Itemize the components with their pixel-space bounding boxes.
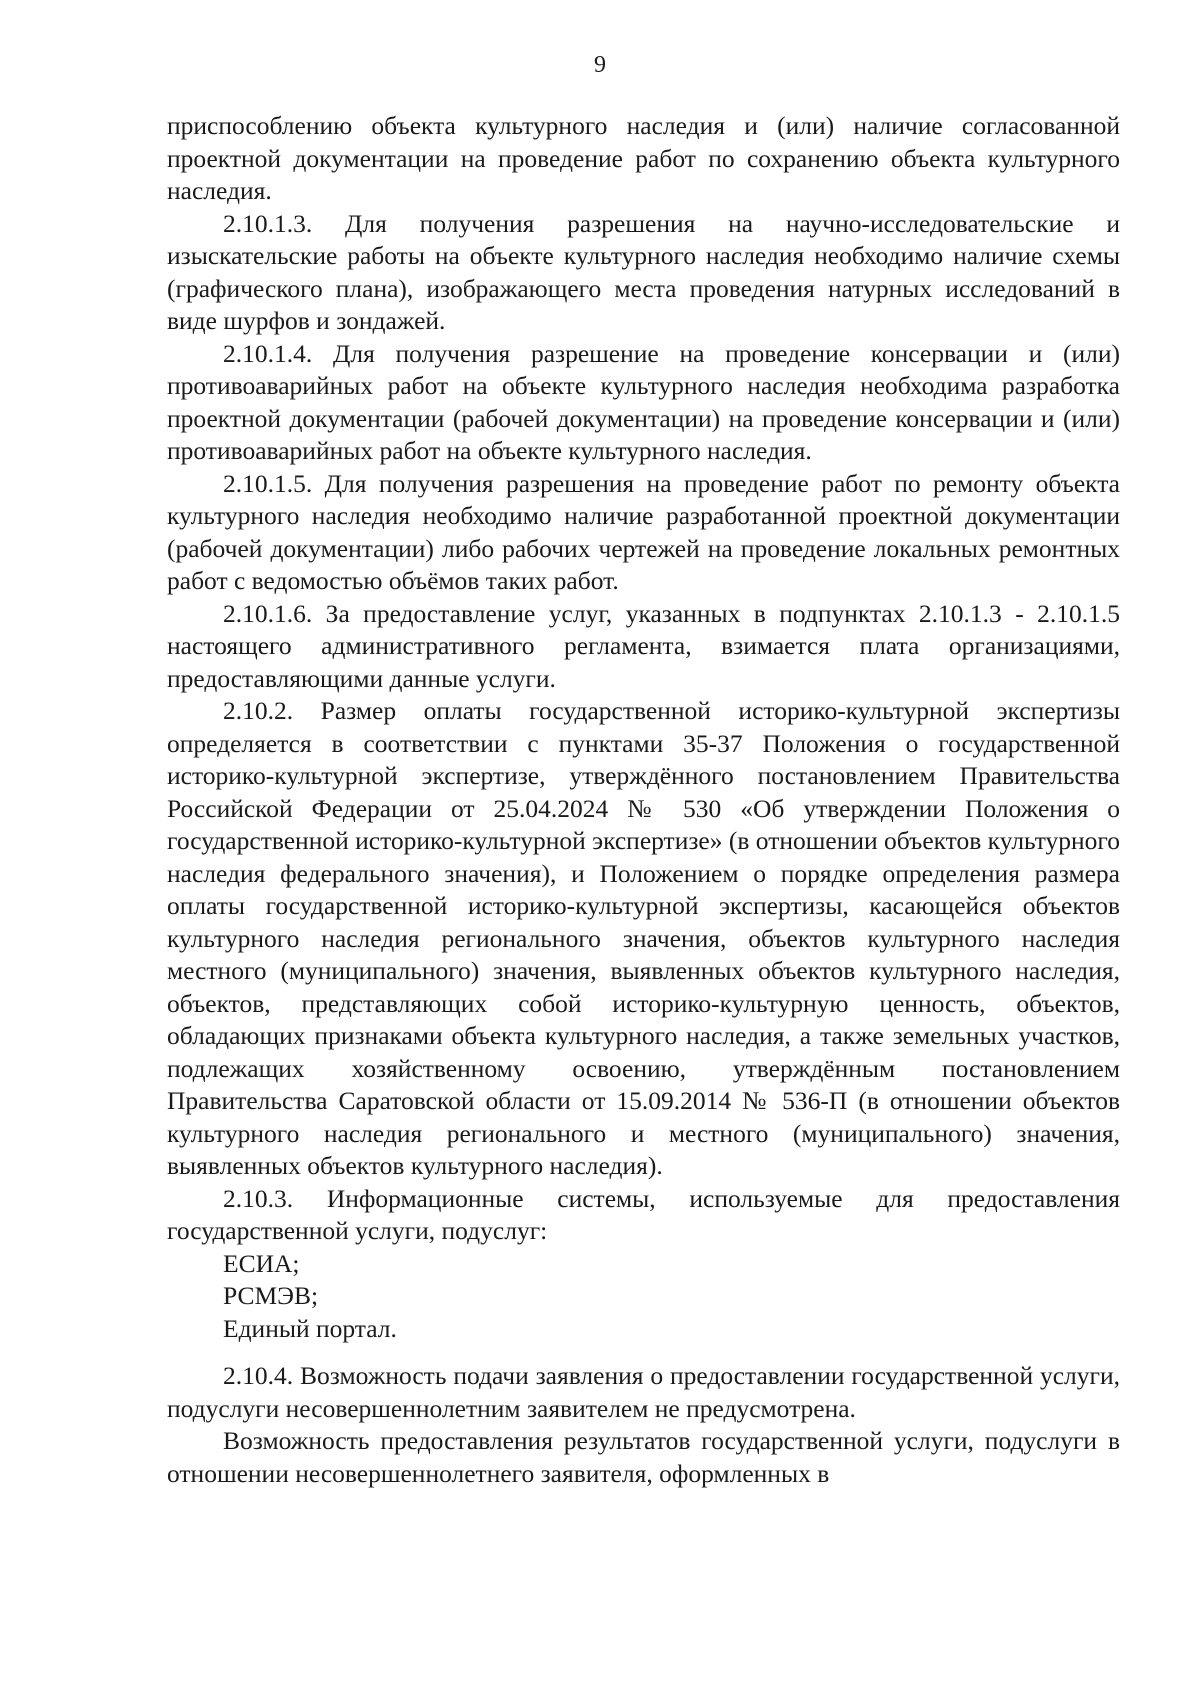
paragraph-continuation: приспособлению объекта культурного наследия и (или) наличие согласованной проектной документации на проведение работ по сохранению объекта культурного наследия. (167, 111, 1120, 205)
paragraph-2-10-3: 2.10.3. Информационные системы, используемые для предоставления государственной услуги, подуслуг: (167, 1183, 1120, 1245)
list-item-rsmev: РСМЭВ; (223, 1281, 319, 1310)
paragraph-2-10-4: 2.10.4. Возможность подачи заявления о предоставлении государственной услуги, подуслуги несовершеннолетним заявителем не предусмотрена. (167, 1361, 1120, 1423)
list-item-unified-portal: Единый портал. (223, 1313, 397, 1343)
document-body (167, 110, 1120, 1490)
page-number: 9 (594, 52, 606, 78)
paragraph-2-10-2: 2.10.2. Размер оплаты государственной историко-культурной экспертизы определяется в соответствии с пунктами 35-37 Положения о государственной историко-культурной экспертизе, утверждённого постановлением Правительства Российской Федерации от 25.04.2024 № 530 «Об утверждении Положения о государственной историко-культурной экспертизе» (в отношении объектов культурного наследия федерального значения), и Положением о порядке определения размера оплаты государственной историко-культурной экспертизы, касающейся объектов культурного наследия регионального значения, объектов культурного наследия местного (муниципального) значения, выявленных объектов культурного наследия, объектов, представляющих собой историко-культурную ценность, объектов, обладающих признаками объекта культурного наследия, а также земельных участков, подлежащих хозяйственному освоению, утверждённым постановлением Правительства Саратовской области от 15.09.2014 № 536-П (в отношении объектов культурного наследия регионального и местного (муниципального) значения, выявленных объектов культурного наследия). (167, 696, 1120, 1180)
list-item-esia: ЕСИА; (223, 1248, 300, 1278)
paragraph-2-10-1-4: 2.10.1.4. Для получения разрешение на проведение консервации и (или) противоаварийных работ на объекте культурного наследия необходима разработка проектной документации (рабочей документации) на проведение консервации и (или) противоаварийных работ на объекте культурного наследия. (167, 338, 1120, 465)
paragraph-2-10-1-5: 2.10.1.5. Для получения разрешения на проведение работ по ремонту объекта культурного наследия необходимо наличие разработанной проектной документации (рабочей документации) либо рабочих чертежей на проведение локальных ремонтных работ с ведомостью объёмов таких работ. (167, 468, 1120, 595)
paragraph-2-10-1-3: 2.10.1.3. Для получения разрешения на научно-исследовательские и изыскательские работы на объекте культурного наследия необходимо наличие схемы (графического плана), изображающего места проведения натурных исследований в виде шурфов и зондажей. (167, 208, 1120, 335)
paragraph-minor-results: Возможность предоставления результатов государственной услуги, подуслуги в отношении несовершеннолетнего заявителя, оформленных в (167, 1426, 1120, 1488)
paragraph-2-10-1-6: 2.10.1.6. За предоставление услуг, указанных в подпунктах 2.10.1.3 - 2.10.1.5 настоящего административного регламента, взимается плата организациями, предоставляющими данные услуги. (167, 598, 1120, 693)
